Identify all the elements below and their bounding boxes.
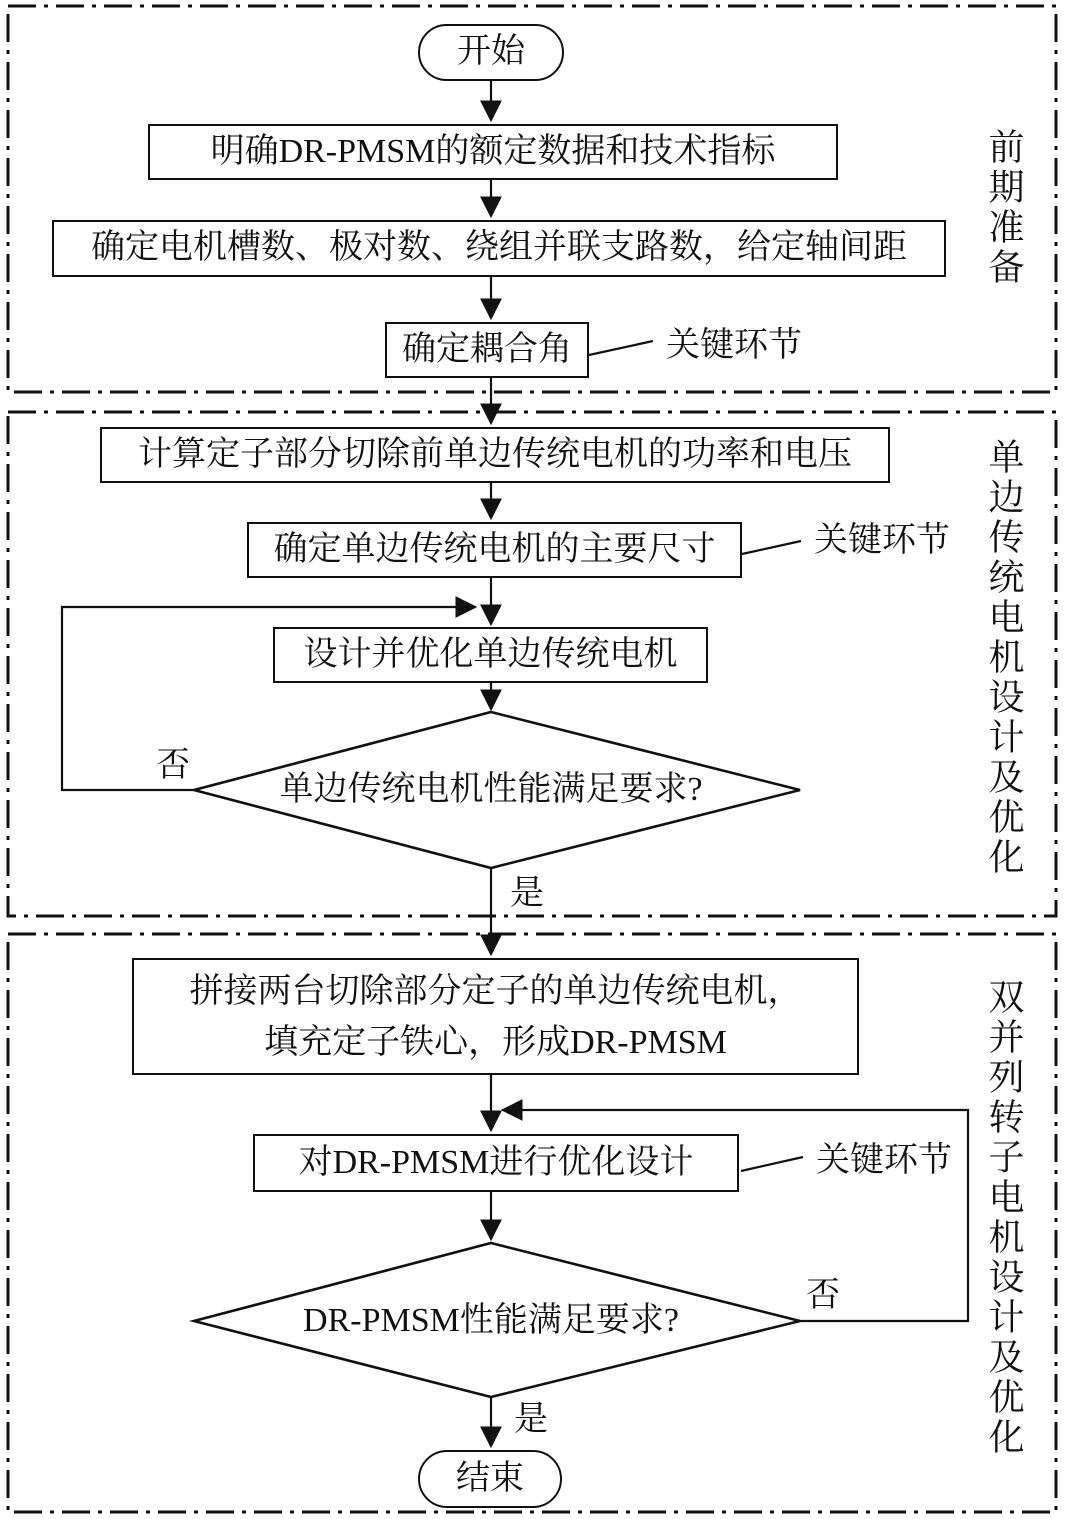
branch-label-yes-dual: 是 bbox=[514, 1400, 548, 1438]
callout-line-dims bbox=[742, 541, 801, 554]
key-step-label-coupling: 关键环节 bbox=[666, 326, 802, 364]
process-optimize-drpmsm: 对DR-PMSM进行优化设计 bbox=[253, 1134, 739, 1192]
section-label-prep: 前期准备 bbox=[984, 128, 1024, 288]
key-step-label-optimize: 关键环节 bbox=[816, 1141, 952, 1179]
branch-label-yes-single: 是 bbox=[510, 874, 544, 912]
process-slots-poles: 确定电机槽数、极对数、绕组并联支路数，给定轴间距 bbox=[52, 220, 946, 277]
start-node: 开始 bbox=[418, 24, 564, 81]
process-splice bbox=[132, 958, 859, 1075]
process-rated-data: 明确DR-PMSM的额定数据和技术指标 bbox=[148, 124, 838, 180]
decision-text-dual: DR-PMSM性能满足要求? bbox=[303, 1301, 679, 1339]
process-design-single: 设计并优化单边传统电机 bbox=[273, 627, 708, 683]
branch-label-no-single: 否 bbox=[156, 746, 190, 784]
process-splice-line1: 拼接两台切除部分定子的单边传统电机， bbox=[189, 972, 802, 1010]
branch-label-no-dual: 否 bbox=[806, 1276, 840, 1314]
decision-text-single: 单边传统电机性能满足要求? bbox=[279, 770, 703, 808]
process-splice-line2: 填充定子铁心，形成DR-PMSM bbox=[264, 1023, 727, 1061]
section-label-single: 单边传统电机设计及优化 bbox=[984, 438, 1024, 878]
section-label-dual: 双并列转子电机设计及优化 bbox=[984, 978, 1024, 1458]
callout-line-optimize bbox=[741, 1157, 803, 1171]
key-step-label-dims: 关键环节 bbox=[814, 521, 950, 559]
process-main-dims: 确定单边传统电机的主要尺寸 bbox=[247, 522, 742, 578]
process-calc-power: 计算定子部分切除前单边传统电机的功率和电压 bbox=[100, 427, 890, 483]
callout-line-coupling bbox=[589, 341, 653, 355]
end-node: 结束 bbox=[418, 1450, 562, 1508]
process-coupling-angle: 确定耦合角 bbox=[385, 322, 589, 378]
